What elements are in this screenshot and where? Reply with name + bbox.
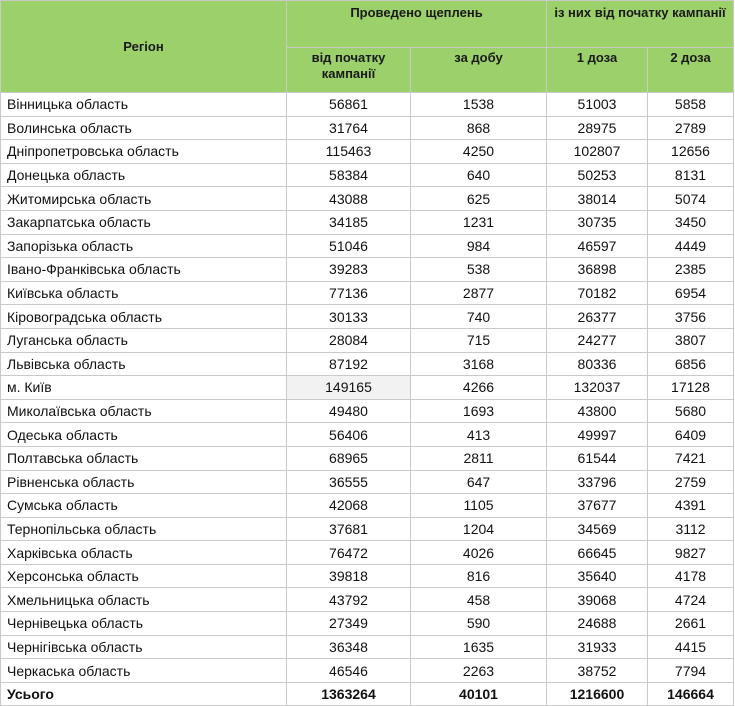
table-row: [1, 281, 734, 305]
day-cell: 4026: [411, 541, 547, 565]
d2-cell: 3756: [648, 305, 734, 329]
d1-cell: 43800: [547, 399, 648, 423]
day-cell: 1538: [411, 93, 547, 117]
day-cell: 3168: [411, 352, 547, 376]
day-cell: 1231: [411, 210, 547, 234]
region-cell: м. Київ: [1, 376, 287, 400]
d1-cell: 35640: [547, 564, 648, 588]
table-row: [1, 423, 734, 447]
day-cell: 40101: [411, 682, 547, 706]
table-row: [1, 470, 734, 494]
d2-cell: 5680: [648, 399, 734, 423]
d2-cell: 5858: [648, 93, 734, 117]
table-row: [1, 659, 734, 683]
total-cell: 46546: [287, 659, 411, 683]
table-row: [1, 541, 734, 565]
d2-cell: 7794: [648, 659, 734, 683]
total-cell: 56861: [287, 93, 411, 117]
d2-cell: 6409: [648, 423, 734, 447]
day-cell: 4266: [411, 376, 547, 400]
region-header: Регіон: [1, 1, 287, 93]
d1-cell: 26377: [547, 305, 648, 329]
day-cell: 647: [411, 470, 547, 494]
d2-cell: 4391: [648, 494, 734, 518]
total-cell: 77136: [287, 281, 411, 305]
d1-cell: 38752: [547, 659, 648, 683]
d2-cell: 4415: [648, 635, 734, 659]
table-row: [1, 399, 734, 423]
total-cell: 43792: [287, 588, 411, 612]
d1-cell: 49997: [547, 423, 648, 447]
day-cell: 2877: [411, 281, 547, 305]
vaccinations-header: Проведено щеплень: [287, 1, 547, 48]
d2-cell: 2385: [648, 258, 734, 282]
total-cell: 68965: [287, 446, 411, 470]
region-cell: Харківська область: [1, 541, 287, 565]
of-them-header: із них від початку кампанії: [547, 1, 734, 48]
region-cell: Сумська область: [1, 494, 287, 518]
day-cell: 538: [411, 258, 547, 282]
total-cell: 42068: [287, 494, 411, 518]
total-cell: 27349: [287, 612, 411, 636]
d1-cell: 33796: [547, 470, 648, 494]
total-cell: 31764: [287, 116, 411, 140]
day-cell: 458: [411, 588, 547, 612]
d2-cell: 9827: [648, 541, 734, 565]
table-row: [1, 376, 734, 400]
d1-cell: 50253: [547, 163, 648, 187]
table-row: [1, 140, 734, 164]
day-cell: 2811: [411, 446, 547, 470]
table-row: [1, 163, 734, 187]
dose1-header: 1 доза: [547, 48, 648, 93]
d2-cell: 7421: [648, 446, 734, 470]
day-cell: 2263: [411, 659, 547, 683]
d2-cell: 6856: [648, 352, 734, 376]
day-cell: 413: [411, 423, 547, 447]
region-cell: Миколаївська область: [1, 399, 287, 423]
per-day-header: за добу: [411, 48, 547, 93]
region-cell: Тернопільська область: [1, 517, 287, 541]
d1-cell: 34569: [547, 517, 648, 541]
d2-cell: 3807: [648, 328, 734, 352]
d1-cell: 46597: [547, 234, 648, 258]
d1-cell: 30735: [547, 210, 648, 234]
region-cell: Житомирська область: [1, 187, 287, 211]
d2-cell: 12656: [648, 140, 734, 164]
d1-cell: 24277: [547, 328, 648, 352]
d2-cell: 17128: [648, 376, 734, 400]
d1-cell: 66645: [547, 541, 648, 565]
table-body: [1, 93, 734, 706]
total-cell: 58384: [287, 163, 411, 187]
dose2-header: 2 доза: [648, 48, 734, 93]
since-start-header: від початку кампанії: [287, 48, 411, 93]
region-cell: Івано-Франківська область: [1, 258, 287, 282]
table-row: [1, 234, 734, 258]
total-cell: 56406: [287, 423, 411, 447]
total-cell: 30133: [287, 305, 411, 329]
table-row: [1, 187, 734, 211]
d1-cell: 24688: [547, 612, 648, 636]
table-row: [1, 328, 734, 352]
region-cell: Херсонська область: [1, 564, 287, 588]
d1-cell: 38014: [547, 187, 648, 211]
total-cell: 1363264: [287, 682, 411, 706]
d1-cell: 39068: [547, 588, 648, 612]
total-cell: 39283: [287, 258, 411, 282]
total-cell: 49480: [287, 399, 411, 423]
day-cell: 715: [411, 328, 547, 352]
d2-cell: 3112: [648, 517, 734, 541]
d1-cell: 80336: [547, 352, 648, 376]
table-row: [1, 588, 734, 612]
d1-cell: 28975: [547, 116, 648, 140]
total-cell: 36348: [287, 635, 411, 659]
region-cell: Закарпатська область: [1, 210, 287, 234]
d1-cell: 31933: [547, 635, 648, 659]
region-cell: Одеська область: [1, 423, 287, 447]
region-cell: Дніпропетровська область: [1, 140, 287, 164]
d2-cell: 2759: [648, 470, 734, 494]
day-cell: 868: [411, 116, 547, 140]
d1-cell: 36898: [547, 258, 648, 282]
day-cell: 4250: [411, 140, 547, 164]
d2-cell: 4449: [648, 234, 734, 258]
region-cell: Полтавська область: [1, 446, 287, 470]
table-row: [1, 352, 734, 376]
table-row: [1, 210, 734, 234]
total-cell: 43088: [287, 187, 411, 211]
total-cell: 39818: [287, 564, 411, 588]
d2-cell: 4178: [648, 564, 734, 588]
region-cell: Черкаська область: [1, 659, 287, 683]
d2-cell: 2789: [648, 116, 734, 140]
total-cell: 37681: [287, 517, 411, 541]
d1-cell: 51003: [547, 93, 648, 117]
d1-cell: 132037: [547, 376, 648, 400]
region-cell: Луганська область: [1, 328, 287, 352]
total-cell: 76472: [287, 541, 411, 565]
d2-cell: 6954: [648, 281, 734, 305]
d2-cell: 3450: [648, 210, 734, 234]
total-cell: 36555: [287, 470, 411, 494]
table-row: [1, 116, 734, 140]
d2-cell: 4724: [648, 588, 734, 612]
day-cell: 1693: [411, 399, 547, 423]
day-cell: 590: [411, 612, 547, 636]
d1-cell: 61544: [547, 446, 648, 470]
region-cell: Львівська область: [1, 352, 287, 376]
total-cell: 87192: [287, 352, 411, 376]
region-cell: Усього: [1, 682, 287, 706]
day-cell: 1204: [411, 517, 547, 541]
d1-cell: 70182: [547, 281, 648, 305]
total-cell: 34185: [287, 210, 411, 234]
region-cell: Київська область: [1, 281, 287, 305]
region-cell: Запорізька область: [1, 234, 287, 258]
region-cell: Волинська область: [1, 116, 287, 140]
total-cell: 149165: [287, 376, 411, 400]
d2-cell: 146664: [648, 682, 734, 706]
table-row: [1, 612, 734, 636]
d1-cell: 102807: [547, 140, 648, 164]
region-cell: Рівненська область: [1, 470, 287, 494]
day-cell: 640: [411, 163, 547, 187]
day-cell: 816: [411, 564, 547, 588]
day-cell: 625: [411, 187, 547, 211]
d2-cell: 2661: [648, 612, 734, 636]
total-cell: 28084: [287, 328, 411, 352]
day-cell: 984: [411, 234, 547, 258]
region-cell: Чернігівська область: [1, 635, 287, 659]
region-cell: Чернівецька область: [1, 612, 287, 636]
total-cell: 51046: [287, 234, 411, 258]
table-row: [1, 635, 734, 659]
table-row: [1, 564, 734, 588]
table-row: [1, 93, 734, 117]
day-cell: 1635: [411, 635, 547, 659]
d1-cell: 1216600: [547, 682, 648, 706]
total-cell: 115463: [287, 140, 411, 164]
day-cell: 1105: [411, 494, 547, 518]
region-cell: Кіровоградська область: [1, 305, 287, 329]
table-row: [1, 305, 734, 329]
region-cell: Хмельницька область: [1, 588, 287, 612]
table-row: [1, 494, 734, 518]
totals-row: [1, 682, 734, 706]
region-cell: Вінницька область: [1, 93, 287, 117]
d2-cell: 5074: [648, 187, 734, 211]
table-row: [1, 446, 734, 470]
d2-cell: 8131: [648, 163, 734, 187]
table-row: [1, 517, 734, 541]
day-cell: 740: [411, 305, 547, 329]
region-cell: Донецька область: [1, 163, 287, 187]
d1-cell: 37677: [547, 494, 648, 518]
table-row: [1, 258, 734, 282]
